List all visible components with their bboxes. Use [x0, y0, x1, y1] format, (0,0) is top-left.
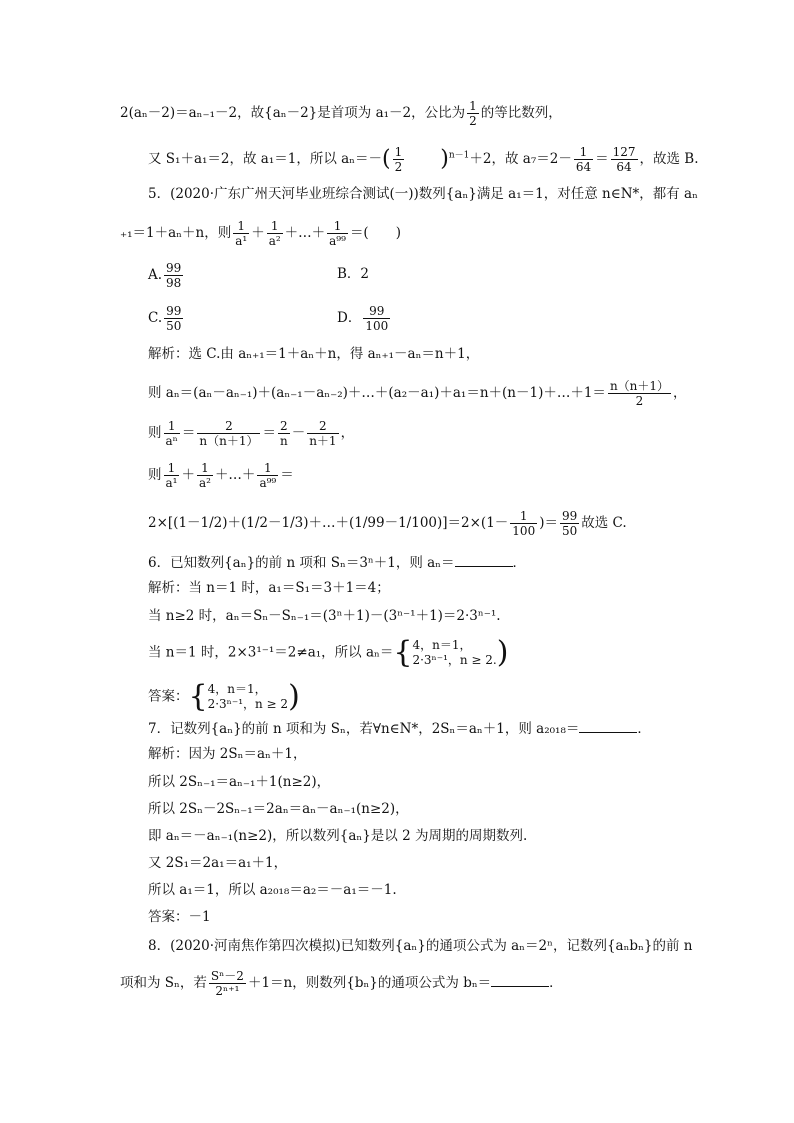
option-label: A.: [148, 267, 163, 283]
fraction: [233, 220, 249, 247]
text: ₊₁＝1＋aₙ＋n，则: [120, 225, 232, 241]
text: 答案：－1: [148, 909, 211, 925]
denominator: n＋1: [309, 434, 337, 448]
numerator: 1: [510, 510, 537, 524]
text: ＋2，故 a₇＝2－: [469, 151, 572, 167]
solution-5-line-1: [148, 348, 479, 362]
numerator: 127: [612, 145, 636, 159]
solution-7-line-6: [148, 884, 397, 898]
numerator: Sⁿ－2: [210, 969, 244, 983]
text: 解析：因为 2Sₙ＝aₙ＋1，: [148, 746, 307, 762]
solution-5-line-5: [148, 510, 627, 537]
numerator: 1: [164, 462, 180, 476]
text: 答案：: [148, 688, 189, 705]
fraction: [197, 420, 260, 447]
numerator: 2: [197, 420, 260, 434]
question-8-line-2: [120, 970, 563, 997]
fraction: [510, 510, 537, 537]
denominator: 100: [512, 524, 536, 538]
option-b: [337, 268, 369, 282]
answer-blank: [491, 974, 549, 987]
solution-6-line-1: [148, 582, 390, 596]
denominator: 50: [166, 319, 182, 333]
text: 故选 C.: [581, 515, 627, 531]
text-line-1: [120, 100, 562, 127]
text: 即 aₙ＝－aₙ₋₁(n≥2)，所以数列{aₙ}是以 2 为周期的周期数列.: [148, 828, 528, 844]
fraction: [209, 970, 246, 997]
case-1: 4，n＝1，: [412, 638, 472, 652]
denominator: 98: [166, 276, 182, 290]
case-2: 2·3ⁿ⁻¹，n ≥ 2.: [412, 653, 497, 667]
paren: ): [288, 679, 300, 714]
fraction: [327, 220, 348, 247]
numerator: 2: [307, 420, 338, 434]
text: 7．记数列{aₙ}的前 n 项和为 Sₙ，若∀n∈N*，2Sₙ＝aₙ＋1，则 a₂₀₁₈＝: [148, 721, 580, 737]
text: 所以 2Sₙ－2Sₙ₋₁＝2aₙ＝aₙ－aₙ₋₁(n≥2)，: [148, 801, 409, 817]
brace: {: [393, 635, 413, 670]
fraction: [608, 380, 671, 407]
option-label: B．2: [337, 266, 370, 282]
denominator: 50: [561, 524, 578, 538]
text: 5．(2020·广东广州天河毕业班综合测试(一))数列{aₙ}满足 a₁＝1，对任意 n∈N*，都有 aₙ: [148, 186, 698, 202]
text: 当 n≥2 时，aₙ＝Sₙ－Sₙ₋₁＝(3ⁿ＋1)－(3ⁿ⁻¹＋1)＝2·3ⁿ⁻¹.: [148, 608, 501, 624]
text: ＝: [595, 151, 609, 167]
text: 6．已知数列{aₙ}的前 n 项和 Sₙ＝3ⁿ＋1，则 aₙ＝: [148, 555, 455, 571]
solution-7-line-3: [148, 803, 409, 817]
question-5-line-1: [148, 188, 698, 202]
fraction: [278, 420, 290, 447]
text: ＝( ): [349, 225, 401, 241]
numerator: 1: [164, 420, 180, 434]
denominator: a¹: [235, 234, 248, 248]
text: 又 S₁＋a₁＝2，故 a₁＝1，所以 aₙ＝－: [148, 151, 383, 167]
numerator: 2: [278, 420, 290, 434]
fraction: [164, 262, 183, 289]
text: 则: [148, 467, 162, 483]
text: 所以 a₁＝1，所以 a₂₀₁₈＝a₂＝－a₁＝－1.: [148, 882, 397, 898]
fraction: [164, 305, 183, 332]
case-2: 2·3ⁿ⁻¹，n ≥ 2: [207, 697, 289, 711]
text: ＋…＋: [284, 225, 326, 241]
solution-7-line-5: [148, 857, 287, 871]
text: 8．(2020·河南焦作第四次模拟)已知数列{aₙ}的通项公式为 aₙ＝2ⁿ，记数列{aₙbₙ}的前 n: [148, 938, 693, 954]
option-label: D．: [337, 310, 362, 326]
fraction: [363, 305, 390, 332]
denominator: n（n＋1）: [199, 434, 259, 448]
bracket-sum: [(1－1/2)＋(1/2－1/3)＋…＋(1/99－1/100)]: [167, 515, 448, 531]
fraction: [560, 510, 579, 537]
numerator: 1: [469, 99, 477, 113]
text: ＝2×(1－: [447, 515, 509, 531]
question-7: [148, 720, 651, 737]
solution-7-line-2: [148, 776, 330, 790]
fraction: [574, 146, 593, 173]
text: ＝: [280, 467, 294, 483]
text: ．: [637, 721, 651, 737]
solution-6-line-2: [148, 610, 501, 624]
option-c: [148, 305, 185, 332]
text: 解析：选 C.由 aₙ₊₁＝1＋aₙ＋n，得 aₙ₊₁－aₙ＝n＋1，: [148, 346, 480, 362]
denominator: 100: [365, 319, 389, 333]
case-1: 4，n＝1，: [207, 682, 267, 696]
denominator: 2: [394, 160, 403, 174]
numerator: 99: [166, 304, 182, 318]
text: 又 2S₁＝2a₁＝a₁＋1，: [148, 855, 288, 871]
text: 2×: [148, 515, 168, 531]
text: ＋1＝n，则数列{bₙ}的通项公式为 bₙ＝: [247, 975, 492, 991]
text: ．: [549, 975, 563, 991]
question-6: [148, 554, 526, 571]
text: 则 aₙ＝(aₙ－aₙ₋₁)＋(aₙ₋₁－aₙ₋₂)＋…＋(a₂－a₁)＋a₁＝n＋(n－1)＋…＋1＝: [148, 385, 606, 401]
text: －: [291, 425, 306, 441]
denominator: a⁹⁹: [259, 476, 277, 490]
numerator: 1: [267, 220, 283, 234]
brace: {: [188, 679, 208, 714]
text-line-2: [148, 146, 699, 173]
denominator: a⁹⁹: [329, 234, 346, 248]
text: 解析：当 n＝1 时，a₁＝S₁＝3＋1＝4；: [148, 580, 390, 596]
paren: (: [382, 146, 391, 172]
fraction: [307, 420, 338, 447]
text: 项和为 Sₙ，若: [120, 975, 207, 991]
denominator: 2ⁿ⁺¹: [215, 984, 240, 998]
text: 则: [148, 425, 162, 441]
text: ＝: [181, 425, 196, 441]
numerator: 99: [561, 509, 578, 523]
option-label: C.: [148, 310, 163, 326]
denominator: 2: [635, 394, 644, 408]
option-a: [148, 262, 185, 289]
denominator: 64: [575, 160, 592, 174]
piecewise-cases: [208, 682, 288, 712]
text: )＝: [539, 515, 558, 531]
denominator: a²: [268, 234, 281, 248]
text: 所以 2Sₙ₋₁＝aₙ₋₁＋1(n≥2)，: [148, 774, 331, 790]
solution-7-line-4: [148, 830, 527, 844]
text: ，: [340, 425, 355, 441]
solution-5-line-2: [148, 380, 687, 407]
option-d: [337, 305, 392, 332]
answer-blank: [455, 554, 513, 567]
paren: ): [496, 635, 509, 670]
question-5-line-2: ₊₁＝1＋aₙ＋n，则 $\frac{1}{\text{a¹}}$ ＋ $\frac{1}{\text{a²}}$ ＋…＋ $\frac{1}{\text{a⁹⁹}}$ ＝( ): [120, 219, 401, 248]
text: ＝: [262, 425, 276, 441]
exponent: n－1: [448, 150, 470, 161]
numerator: 99: [363, 305, 390, 319]
fraction: [164, 462, 180, 489]
fraction: [257, 462, 278, 489]
numerator: 1: [394, 145, 403, 159]
denominator: a²: [198, 476, 211, 490]
denominator: aⁿ: [165, 434, 178, 448]
text: ＋…＋: [214, 467, 256, 483]
piecewise-cases: [412, 638, 496, 668]
denominator: n: [279, 434, 288, 448]
text: ，: [673, 385, 687, 401]
solution-5-line-4: [148, 462, 294, 489]
fraction: [611, 146, 638, 173]
fraction: [267, 220, 283, 247]
fraction: [197, 462, 213, 489]
fraction: [393, 146, 405, 173]
question-8-line-1: [148, 940, 692, 954]
text: 2(aₙ－2)＝aₙ₋₁－2，故{aₙ－2}是首项为 a₁－2，公比为: [120, 105, 466, 121]
text: ．: [512, 555, 527, 571]
numerator: 99: [166, 261, 182, 275]
paren: ): [440, 146, 449, 172]
solution-6-line-3: [148, 635, 509, 670]
text: ，故选 B.: [639, 151, 699, 167]
denominator: 64: [616, 160, 632, 174]
fraction: [467, 100, 479, 127]
answer-7: [148, 911, 211, 925]
answer-6: [148, 679, 300, 714]
denominator: a¹: [165, 476, 178, 490]
denominator: 2: [469, 114, 477, 128]
solution-5-line-3: [148, 420, 354, 447]
solution-7-line-1: [148, 748, 306, 762]
answer-blank: [579, 720, 637, 733]
numerator: n（n＋1）: [609, 379, 670, 393]
text: ＋: [181, 467, 195, 483]
numerator: 1: [197, 462, 213, 476]
numerator: 1: [233, 220, 249, 234]
numerator: 1: [257, 462, 278, 476]
fraction: [164, 420, 180, 447]
numerator: 1: [327, 220, 348, 234]
text: 当 n＝1 时，2×3¹⁻¹＝2≠a₁，所以 aₙ＝: [148, 644, 394, 661]
numerator: 1: [574, 146, 593, 160]
text: 的等比数列，: [480, 105, 562, 121]
